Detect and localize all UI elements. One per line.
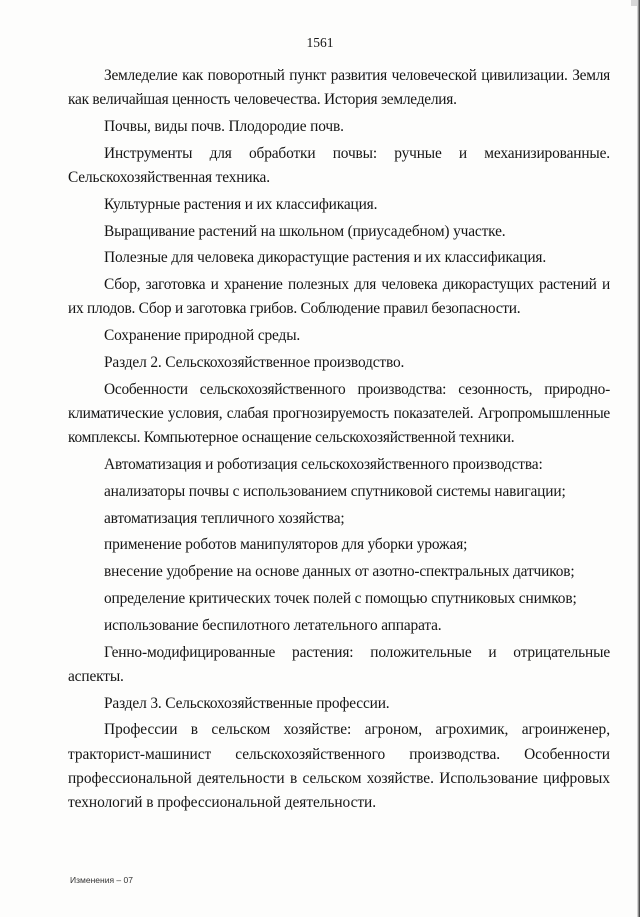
list-item-satellite-images: определение критических точек полей с помощью спутниковых снимков; [104,589,577,607]
list-item-soil-analyzers: анализаторы почвы с использованием спутниковой системы навигации; [104,482,566,500]
section-heading-2: Раздел 2. Сельскохозяйственное производство. [104,353,405,371]
list-item-harvest-robots: применение роботов манипуляторов для уборки урожая; [104,536,468,554]
paragraph-soil-tools: Инструменты для обработки почвы: ручные и механизированные. Сельскохозяйственная техника. [68,144,610,186]
section-heading-3: Раздел 3. Сельскохозяйственные профессии. [104,694,390,712]
revision-footer: Изменения – 07 [70,875,133,885]
paragraph-wild-plants: Полезные для человека дикорастущие растения и их классификация. [104,249,547,267]
paragraph-automation: Автоматизация и роботизация сельскохозяйственного производства: [104,455,543,473]
list-item-fertilizer-sensors: внесение удобрение на основе данных от азотно-спектральных датчиков; [104,563,575,581]
document-body [68,64,610,818]
page-number: 1561 [306,35,334,50]
paragraph-cultivated-plants: Культурные растения и их классификация. [104,195,378,213]
paragraph-harvesting-wild: Сбор, заготовка и хранение полезных для человека дикорастущих растений и их плодов. Сбор и заготовка грибов. Соблюдение правил безопасности. [68,276,610,318]
paragraph-gmo: Генно-модифицированные растения: положительные и отрицательные аспекты. [68,643,610,685]
paragraph-professions: Профессии в сельском хозяйстве: агроном, агрохимик, агроинженер, тракторист-машинист сельскохозяйственного производства. Особенности профессиональной деятельности в сельском хозяйстве. Использование цифровых технологий в профессиональной деятельности. [68,721,610,811]
paragraph-school-plot: Выращивание растений на школьном (приусадебном) участке. [104,222,506,240]
paragraph-agriculture-history: Земледелие как поворотный пункт развития человеческой цивилизации. Земля как величайшая ценность человечества. История земледелия. [68,67,610,109]
paragraph-soils: Почвы, виды почв. Плодородие почв. [104,118,344,135]
list-item-greenhouse: автоматизация тепличного хозяйства; [104,509,345,527]
paragraph-production-features: Особенности сельскохозяйственного производства: сезонность, природно-климатические условия, слабая прогнозируемость показателей. Агропромышленные комплексы. Компьютерное оснащение сельскохозяйственной техники. [68,380,610,447]
paragraph-environment: Сохранение природной среды. [104,327,301,345]
list-item-drones: использование беспилотного летательного аппарата. [104,616,442,634]
scan-corner [631,0,637,6]
